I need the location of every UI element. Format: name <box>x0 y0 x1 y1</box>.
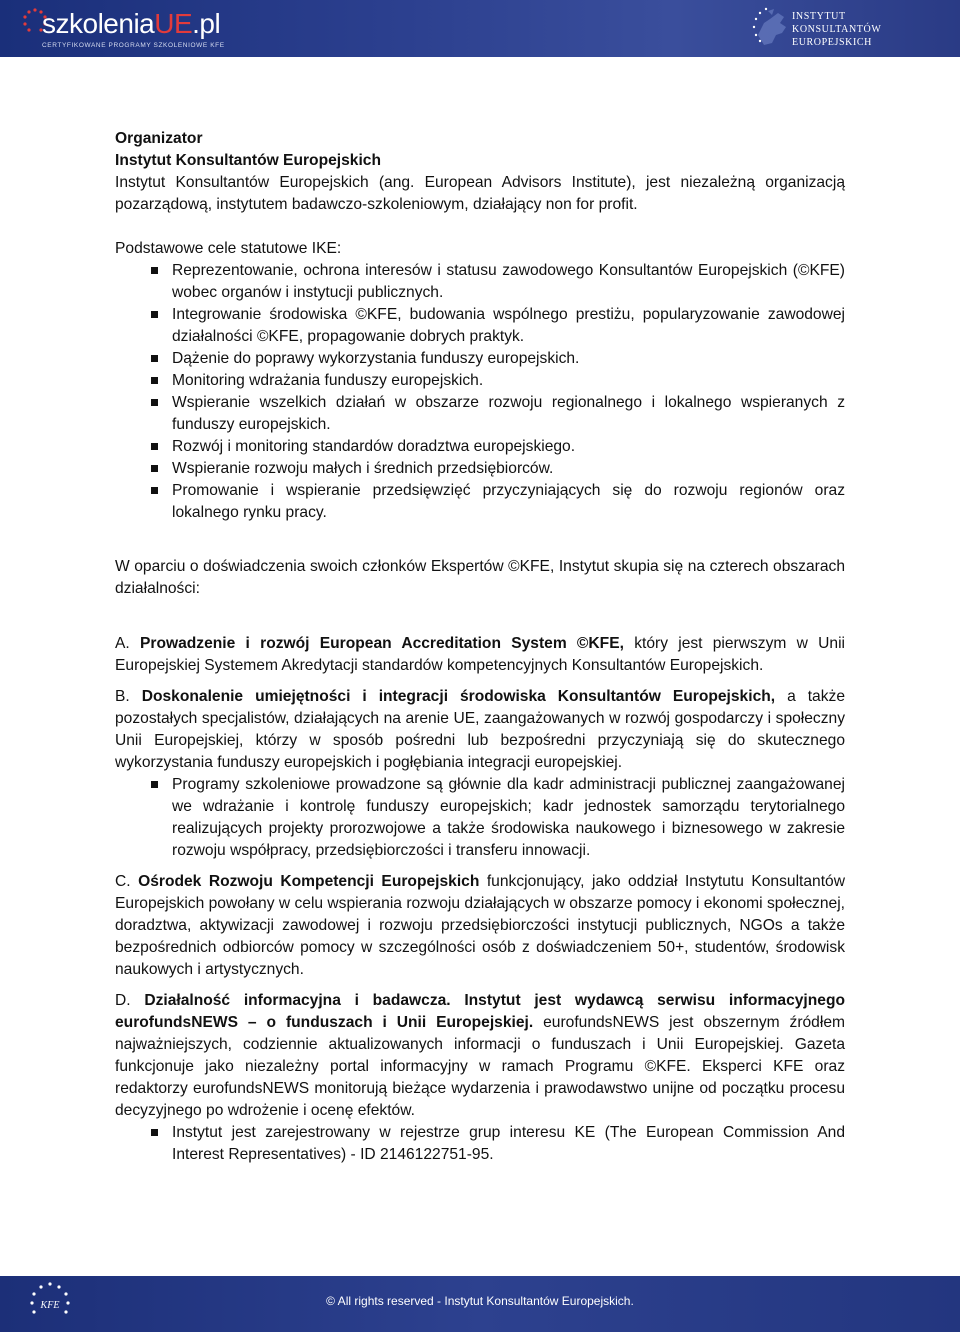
list-item: Instytut jest zarejestrowany w rejestrze grup interesu KE (The European Commission And Interest Representatives) - ID 2146122751-95. <box>115 1122 845 1166</box>
goals-list <box>115 260 845 524</box>
list-item: Rozwój i monitoring standardów doradztwa europejskiego. <box>115 436 845 458</box>
goals-heading: Podstawowe cele statutowe IKE: <box>115 240 342 257</box>
list-item: Promowanie i wspieranie przedsięwzięć przyczyniających się do rozwoju regionów oraz lokalnego rynku pracy. <box>115 480 845 524</box>
section-d-list <box>115 1122 845 1166</box>
page-footer <box>0 1276 960 1332</box>
kfe-logo-text: KFE <box>40 1300 60 1311</box>
section-a: A. Prowadzenie i rozwój European Accreditation System ©KFE, który jest pierwszym w Unii Europejskiej Systemem Akredytacji standardów kompetencyjnych Konsultantów Europejskich. <box>115 635 845 674</box>
ike-name: INSTYTUT KONSULTANTÓW EUROPEJSKICH <box>792 11 882 48</box>
section-c: C. Ośrodek Rozwoju Kompetencji Europejskich funkcjonujący, jako oddział Instytutu Konsultantów Europejskich powołany w celu wspierania rozwoju działających w obszarze pomocy i ekonomi społecznej, doradztwa, aktywizacji zawodowej i rozwoju przedsiębiorczości instytucji publicznych, NGOs a także bezpośrednich odbiorców pomocy w szczególności osób z doświadczeniem 50+, studentów, środowisk naukowych i artystycznych. <box>115 873 845 978</box>
list-item: Dążenie do poprawy wykorzystania funduszy europejskich. <box>115 348 845 370</box>
organizer-name: Instytut Konsultantów Europejskich <box>115 152 381 169</box>
organizer-heading: Organizator <box>115 130 203 147</box>
list-item: Wspieranie rozwoju małych i średnich przedsiębiorców. <box>115 458 845 480</box>
section-b: B. Doskonalenie umiejętności i integracji środowiska Konsultantów Europejskich, a także pozostałych specjalistów, działających na arenie UE, zaangażowanych w rozwój gospodarczy i społeczny Unii Europejskiej, którzy w sposób pośredni lub bezpośredni przyczyniają się do skutecznego wykorzystania funduszy europejskich i pogłębiania integracji europejskiej. <box>115 688 845 771</box>
szkoleniaue-logo[interactable] <box>22 4 225 52</box>
intro-paragraph: Instytut Konsultantów Europejskich (ang. European Advisors Institute), jest niezależną organizacją pozarządową, instytutem badawczo-szkoleniowym, działający non for profit. <box>115 174 845 213</box>
section-d: D. Działalność informacyjna i badawcza. Instytut jest wydawcą serwisu informacyjnego eurofundsNEWS – o funduszach i Unii Europejskiej. eurofundsNEWS jest obszernym źródłem najważniejszych, codziennie aktualizowanych informacji o funduszach i Unii Europejskiej. Gazeta funkcjonuje jako niezależny portal informacyjny w ramach Programu ©KFE. Eksperci KFE oraz redaktorzy eurofundsNEWS monitorują bieżące wydarzenia i prawodawstwo unijne od początku procesu decyzyjnego po wdrożenie i ocenę efektów. <box>115 992 845 1119</box>
page-header <box>0 0 960 57</box>
areas-intro: W oparciu o doświadczenia swoich członków Ekspertów ©KFE, Instytut skupia się na czterech obszarach działalności: <box>115 558 845 597</box>
list-item: Programy szkoleniowe prowadzone są głównie dla kadr administracji publicznej zaangażowanej we wdrażanie i kontrolę funduszy europejskich; kadr jednostek samorządu terytorialnego realizujących projekty prorozwojowe a także środowiska naukowego i biznesowego w zakresie rozwoju współpracy, przedsiębiorczości i transferu innowacji. <box>115 774 845 862</box>
document-body <box>115 128 845 1166</box>
list-item: Reprezentowanie, ochrona interesów i statusu zawodowego Konsultantów Europejskich (©KFE) wobec organów i instytucji publicznych. <box>115 260 845 304</box>
brand-name: szkoleniaUE.pl <box>42 8 221 39</box>
list-item: Wspieranie wszelkich działań w obszarze rozwoju regionalnego i lokalnego wspieranych z funduszy europejskich. <box>115 392 845 436</box>
brand-tagline: CERTYFIKOWANE PROGRAMY SZKOLENIOWE KFE <box>42 42 225 49</box>
copyright-text: © All rights reserved - Instytut Konsultantów Europejskich. <box>326 1294 634 1308</box>
list-item: Monitoring wdrażania funduszy europejskich. <box>115 370 845 392</box>
ike-logo[interactable] <box>750 5 920 53</box>
section-b-list <box>115 774 845 862</box>
list-item: Integrowanie środowiska ©KFE, budowania wspólnego prestiżu, popularyzowanie zawodowej działalności ©KFE, propagowanie dobrych praktyk. <box>115 304 845 348</box>
